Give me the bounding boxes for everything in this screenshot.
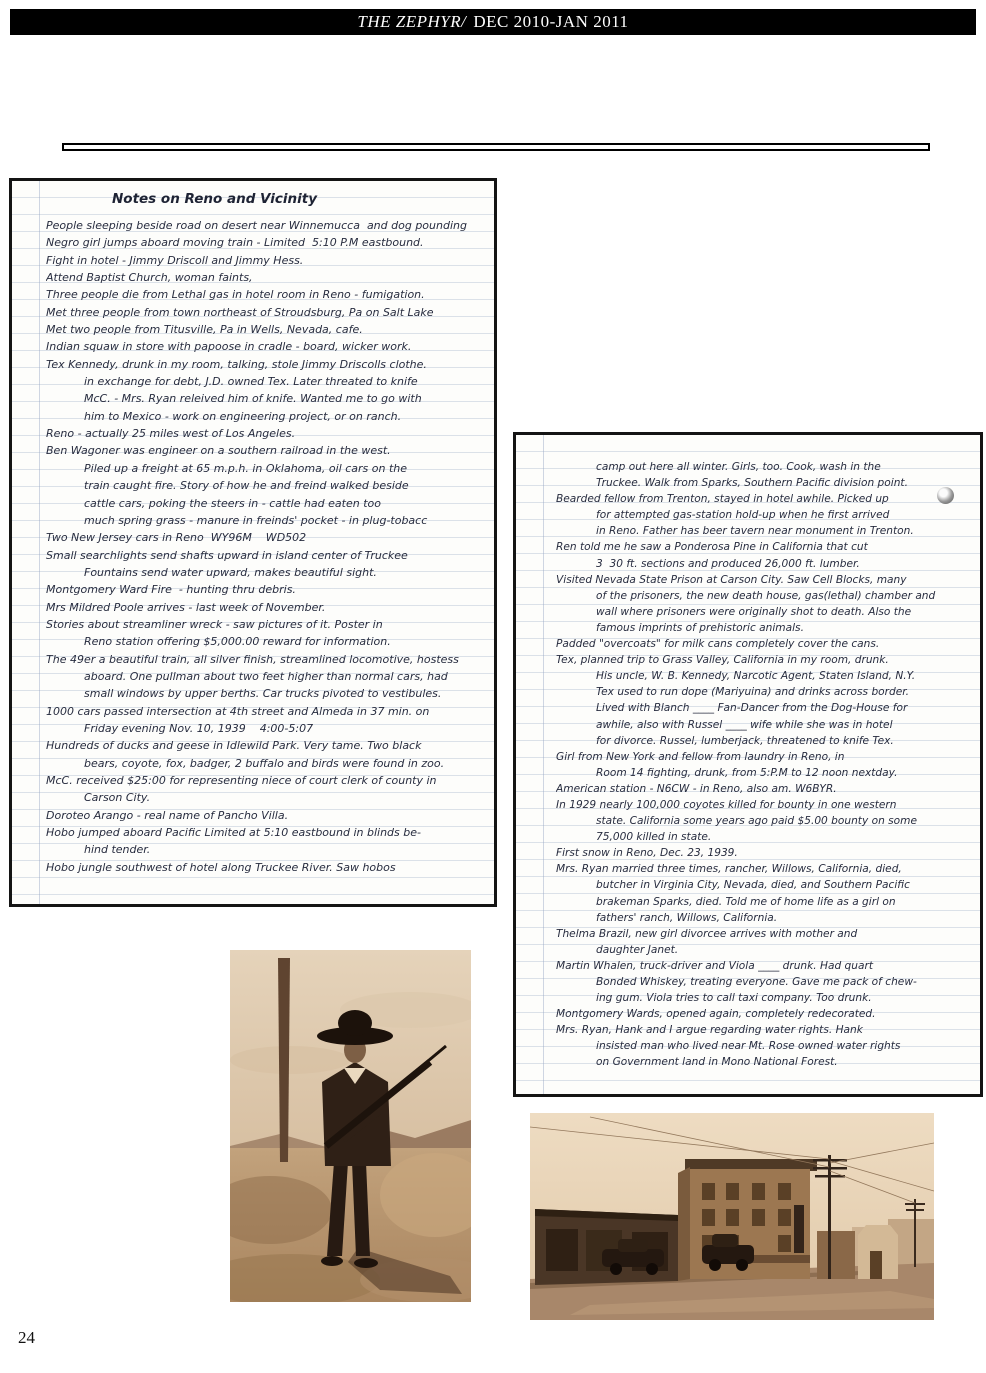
note-line: Ben Wagoner was engineer on a southern railroad in the west. [46,444,391,458]
note-line: in exchange for debt, J.D. owned Tex. Later threated to knife [84,375,418,389]
white-building [858,1225,898,1279]
photo-man-with-rifle [230,950,471,1302]
note-line: aboard. One pullman about two feet higher than normal cars, had [84,669,448,683]
note-line: Fight in hotel - Jimmy Driscoll and Jimmy Hess. [46,253,304,267]
photo-street-scene [530,1113,934,1320]
note-line: wall where prisoners were originally shot to death. Also the [596,605,912,618]
note-line: Girl from New York and fellow from laundry in Reno, in [556,750,845,763]
masthead [10,9,976,35]
note-line: for attempted gas-station hold-up when he first arrived [596,509,890,522]
note-line: Montgomery Ward Fire - hunting thru debris. [46,583,296,597]
note-line: Bearded fellow from Trenton, stayed in hotel awhile. Picked up [556,493,889,506]
note-line: Tex Kennedy, drunk in my room, talking, stole Jimmy Driscolls clothe. [46,357,427,371]
note-line: Reno station offering $5,000.00 reward for information. [84,635,391,649]
man-with-rifle-illustration [230,950,471,1302]
vertical-sign [794,1205,804,1253]
note-line: Visited Nevada State Prison at Carson City. Saw Cell Blocks, many [556,573,907,586]
note-line: Small searchlights send shafts upward in island center of Truckee [46,548,408,562]
note-line: Martin Whalen, truck-driver and Viola ____ drunk. Had quart [556,959,873,972]
notes-page-1 [9,178,497,907]
note-line: 75,000 killed in state. [596,831,712,844]
notes-page-2 [513,432,983,1097]
masthead-title: THE ZEPHYR/ [357,12,467,31]
note-line: him to Mexico - work on engineering project, or on ranch. [84,409,402,423]
note-line: Padded "overcoats" for milk cans completely cover the cans. [556,638,880,651]
note-line: camp out here all winter. Girls, too. Cook, wash in the [596,461,881,473]
note-line: 3 30 ft. sections and produced 26,000 ft. lumber. [596,557,860,570]
note-line: Thelma Brazil, new girl divorcee arrives with mother and [556,927,858,940]
note-line: state. California some years ago paid $5.00 bounty on some [596,815,917,828]
note-line: The 49er a beautiful train, all silver finish, streamlined locomotive, hostess [46,652,459,666]
note-line: Room 14 fighting, drunk, from 5:P.M to 12 noon nextday. [596,766,898,779]
masthead-date: DEC 2010-JAN 2011 [473,12,629,31]
note-line: In 1929 nearly 100,000 coyotes killed for bounty in one western [556,798,897,811]
annex-building [817,1231,855,1279]
note-line: Mrs Mildred Poole arrives - last week of November. [46,600,326,614]
notes-title: Notes on Reno and Vicinity [112,191,318,207]
note-line: Two New Jersey cars in Reno WY96M WD502 [46,531,307,545]
note-line: of the prisoners, the new death house, gas(lethal) chamber and [596,589,936,602]
note-line: Hobo jungle southwest of hotel along Truckee River. Saw hobos [46,860,396,874]
note-line: hind tender. [84,843,151,857]
note-line: insisted man who lived near Mt. Rose owned water rights [596,1040,901,1053]
note-line: Attend Baptist Church, woman faints, [46,271,253,285]
page-number: 24 [18,1328,35,1347]
note-line: American station - N6CW - in Reno, also am. W6BYR. [556,782,837,795]
note-line: cattle cars, poking the steers in - cattle had eaten too [84,496,381,510]
note-line: Doroteo Arango - real name of Pancho Villa. [46,808,289,822]
note-line: First snow in Reno, Dec. 23, 1939. [556,847,738,860]
note-line: famous imprints of prehistoric animals. [596,621,804,634]
note-line: His uncle, W. B. Kennedy, Narcotic Agent, Staten Island, N.Y. [596,670,916,683]
note-line: Ren told me he saw a Ponderosa Pine in California that cut [556,541,868,554]
note-line: McC. received $25:00 for representing niece of court clerk of county in [46,774,437,787]
note-line: ing gum. Viola tries to call taxi company. Too drunk. [596,992,872,1005]
note-line: Hobo jumped aboard Pacific Limited at 5:10 eastbound in blinds be- [46,826,421,840]
note-line: Piled up a freight at 65 m.p.h. in Oklahoma, oil cars on the [84,461,407,475]
awning [752,1255,810,1263]
note-line: butcher in Virginia City, Nevada, died, and Southern Pacific [596,879,910,892]
note-line: Stories about streamliner wreck - saw pictures of it. Poster in [46,617,383,631]
note-line: Montgomery Wards, opened again, completely redecorated. [556,1008,876,1021]
note-line: awhile, also with Russel ____ wife while she was in hotel [596,718,893,731]
note-line: 1000 cars passed intersection at 4th street and Almeda in 37 min. on [46,704,430,718]
note-line: Negro girl jumps aboard moving train - Limited 5:10 P.M eastbound. [46,236,424,250]
note-line: Truckee. Walk from Sparks, Southern Pacific division point. [596,477,908,490]
note-line: Lived with Blanch ____ Fan-Dancer from the Dog-House for [596,702,908,715]
hat-crown [338,1010,372,1036]
hole-punch-mark [937,487,954,504]
note-line: for divorce. Russel, lumberjack, threatened to knife Tex. [596,734,894,747]
wooden-pole [278,958,290,1162]
note-line: Met two people from Titusville, Pa in Wells, Nevada, cafe. [46,323,363,337]
note-line: brakeman Sparks, died. Told me of home life as a girl on [596,895,896,908]
street-scene-illustration [530,1113,934,1320]
note-line: Three people die from Lethal gas in hotel room in Reno - fumigation. [46,288,425,302]
divider-rule [62,143,930,151]
garage-building [535,1209,678,1285]
note-line: Fountains send water upward, makes beautiful sight. [84,565,377,579]
note-line: Tex, planned trip to Grass Valley, California in my room, drunk. [556,654,889,667]
note-line: Bonded Whiskey, treating everyone. Gave me pack of chew- [596,976,917,988]
note-line: Friday evening Nov. 10, 1939 4:00-5:07 [84,721,314,735]
note-line: Hundreds of ducks and geese in Idlewild Park. Very tame. Two black [46,739,422,753]
note-line: daughter Janet. [596,943,679,956]
note-line: fathers' ranch, Willows, California. [596,911,778,924]
note-line: People sleeping beside road on desert near Winnemucca and dog pounding [46,219,467,232]
note-line: Indian squaw in store with papoose in cradle - board, wicker work. [46,340,412,354]
note-line: bears, coyote, fox, badger, 2 buffalo and birds were found in zoo. [84,756,445,770]
note-line: Reno - actually 25 miles west of Los Angeles. [46,427,296,441]
note-line: Mrs. Ryan, Hank and I argue regarding water rights. Hank [556,1024,863,1037]
note-line: Tex used to run dope (Mariyuina) and drinks across border. [596,686,909,699]
note-line: McC. - Mrs. Ryan releived him of knife. Wanted me to go with [84,392,422,406]
note-line: small windows by upper berths. Car trucks pivoted to vestibules. [84,687,442,701]
note-line: Carson City. [84,791,151,805]
note-line: in Reno. Father has beer tavern near monument in Trenton. [596,525,914,538]
note-line: much spring grass - manure in freinds' pocket - in plug-tobacc [84,513,428,527]
notes-page-1-lines [46,217,488,876]
note-line: train caught fire. Story of how he and freind walked beside [84,479,409,493]
note-line: Met three people from town northeast of Stroudsburg, Pa on Salt Lake [46,305,434,319]
notes-page-2-lines [556,459,974,1071]
note-line: on Government land in Mono National Forest. [596,1056,838,1069]
note-line: Mrs. Ryan married three times, rancher, Willows, California, died, [556,863,902,876]
